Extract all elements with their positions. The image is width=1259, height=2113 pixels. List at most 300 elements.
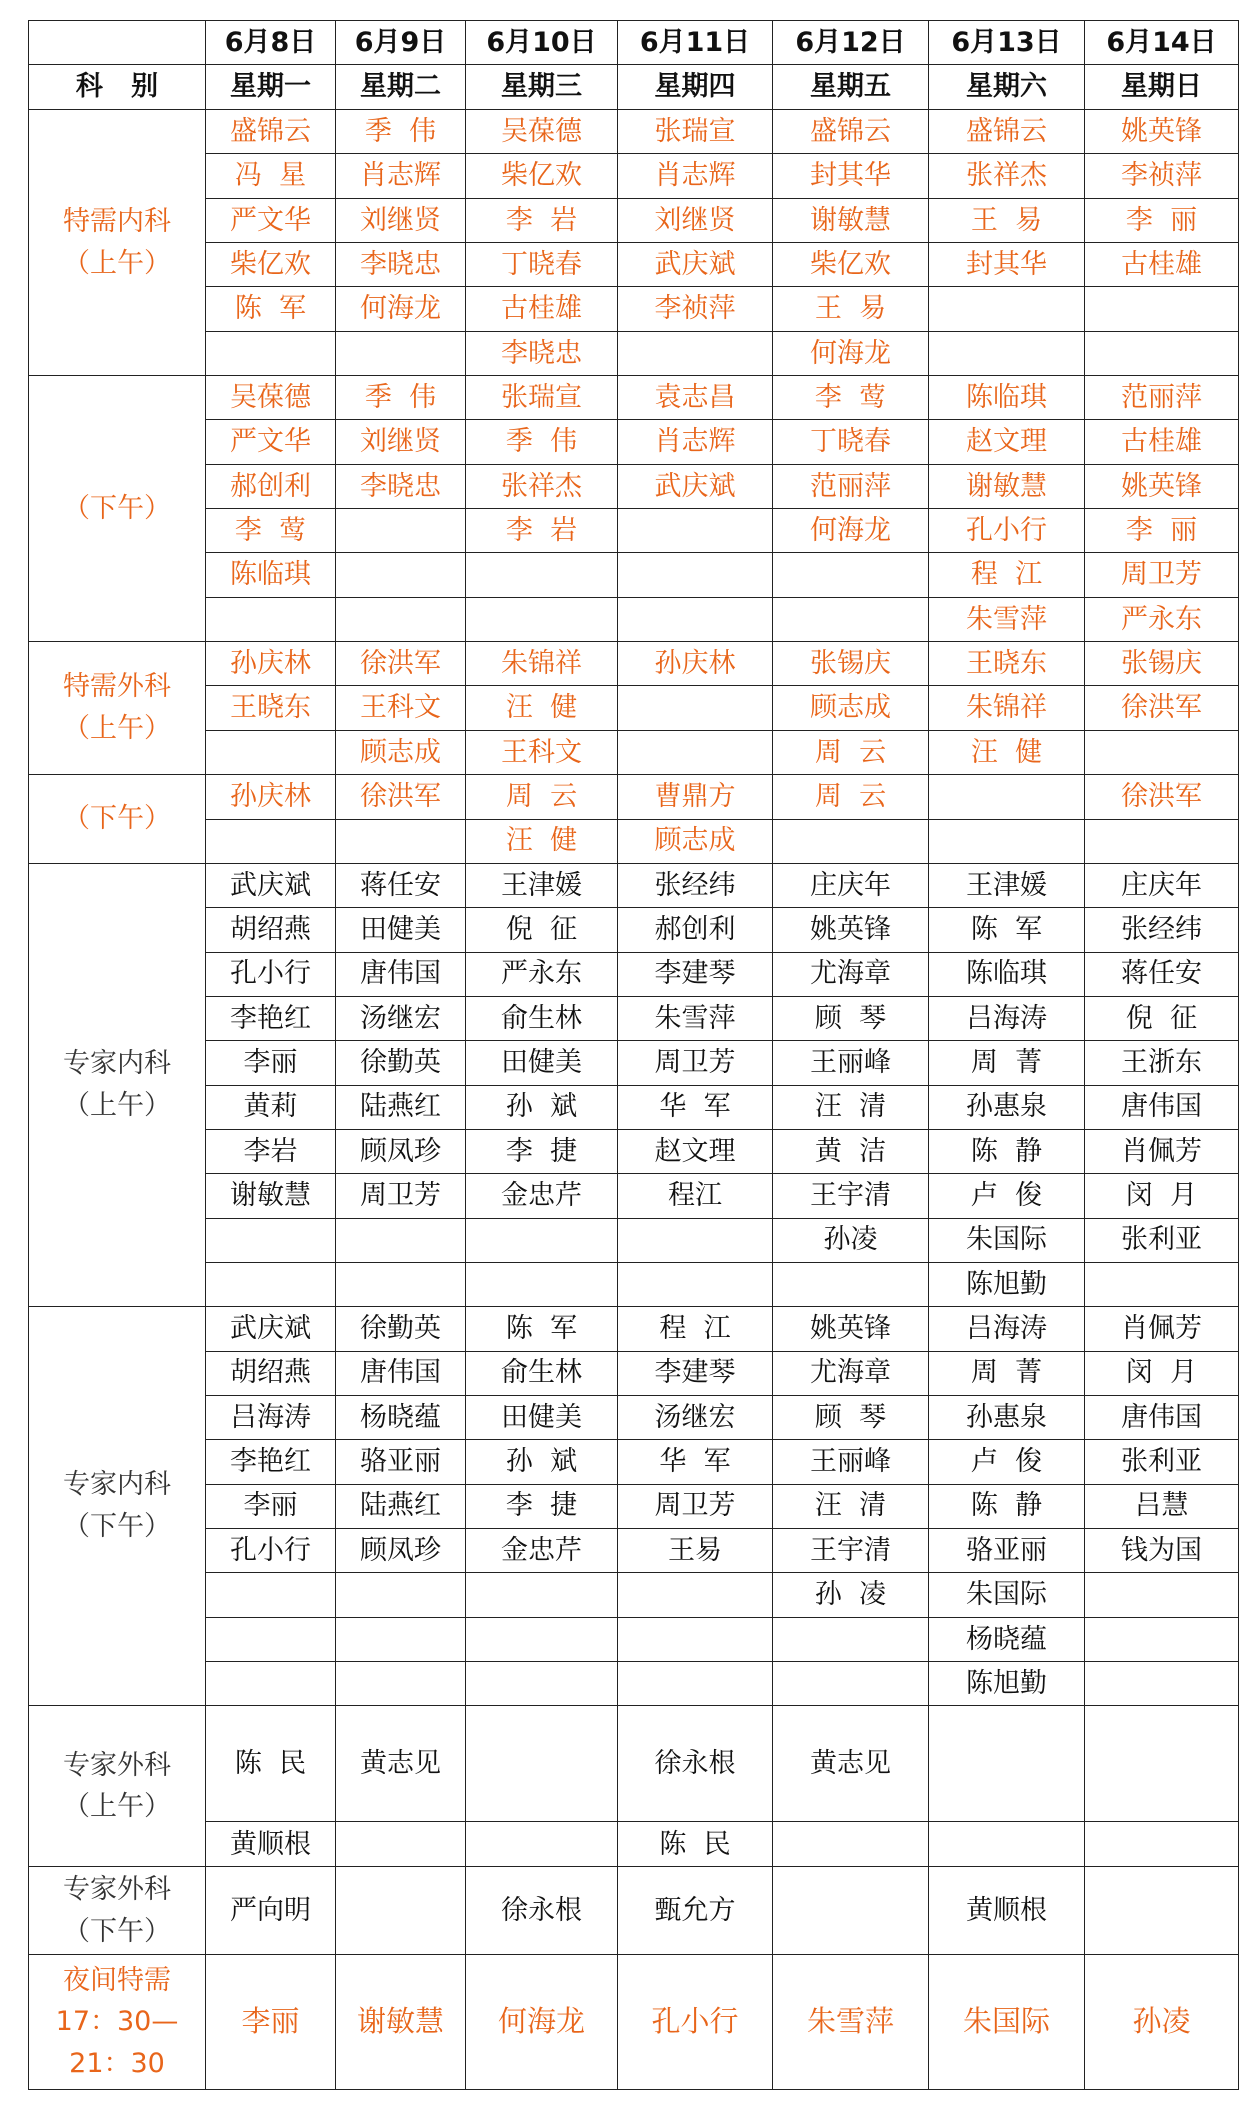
doctor-cell: 徐洪军 [336,775,466,819]
schedule-row [29,110,1239,154]
doctor-cell: 孙庆林 [206,642,336,686]
schedule-row [29,331,1239,375]
doctor-cell: 张祥杰 [929,154,1085,198]
empty-cell [336,553,466,597]
empty-cell [336,1662,466,1706]
doctor-cell: 徐洪军 [336,642,466,686]
doctor-cell: 肖志辉 [336,154,466,198]
doctor-cell: 王浙东 [1085,1041,1239,1085]
empty-cell [1085,1262,1239,1306]
doctor-cell: 孙 凌 [773,1573,929,1617]
doctor-cell: 黄志见 [336,1706,466,1822]
doctor-cell: 郝创利 [618,908,773,952]
doctor-cell: 谢敏慧 [773,198,929,242]
dept-label-line: （下午） [63,803,171,835]
doctor-cell: 李艳红 [206,1440,336,1484]
doctor-cell: 谢敏慧 [336,1955,466,2090]
doctor-cell: 周 云 [773,775,929,819]
date-header: 6月10日 [466,21,618,65]
schedule-row [29,464,1239,508]
doctor-cell: 郝创利 [206,464,336,508]
schedule-row [29,198,1239,242]
empty-cell [773,597,929,641]
weekday-header: 星期一 [206,65,336,110]
doctor-cell: 赵文理 [929,420,1085,464]
header-weekday-row [29,65,1239,110]
doctor-cell: 谢敏慧 [929,464,1085,508]
doctor-cell: 陈临琪 [929,376,1085,420]
doctor-cell: 黄顺根 [929,1867,1085,1955]
dept-label-special-internal-am [29,110,206,376]
schedule-row [29,642,1239,686]
weekday-header: 星期三 [466,65,618,110]
doctor-cell: 李丽 [206,1955,336,2090]
empty-cell [773,1822,929,1867]
doctor-cell: 周 菁 [929,1041,1085,1085]
weekday-header: 星期四 [618,65,773,110]
schedule-row [29,1218,1239,1262]
doctor-cell: 武庆斌 [618,464,773,508]
empty-cell [1085,1706,1239,1822]
doctor-cell: 陈 军 [929,908,1085,952]
doctor-cell: 倪 征 [466,908,618,952]
dept-label-line: （下午） [63,1511,171,1543]
doctor-cell: 华 军 [618,1085,773,1129]
schedule-row [29,1129,1239,1173]
empty-cell [618,1262,773,1306]
doctor-cell: 孔小行 [929,509,1085,553]
empty-cell [466,1706,618,1822]
empty-cell [618,553,773,597]
doctor-cell: 王易 [618,1529,773,1573]
doctor-cell: 唐伟国 [1085,1085,1239,1129]
doctor-cell: 陈 静 [929,1484,1085,1528]
doctor-cell: 周 菁 [929,1351,1085,1395]
doctor-cell: 汪 健 [466,686,618,730]
weekday-header: 星期日 [1085,65,1239,110]
schedule-row [29,1174,1239,1218]
duty-schedule-table [28,20,1239,2090]
doctor-cell: 骆亚丽 [336,1440,466,1484]
doctor-cell: 俞生林 [466,996,618,1040]
empty-cell [206,597,336,641]
doctor-cell: 徐勤英 [336,1307,466,1351]
empty-cell [336,597,466,641]
doctor-cell: 徐洪军 [1085,775,1239,819]
empty-cell [618,1662,773,1706]
doctor-cell: 孙惠泉 [929,1395,1085,1439]
empty-cell [773,1617,929,1661]
doctor-cell: 吕慧 [1085,1484,1239,1528]
empty-cell [1085,287,1239,331]
empty-cell [618,1617,773,1661]
doctor-cell: 顾凤珍 [336,1129,466,1173]
doctor-cell: 何海龙 [773,331,929,375]
doctor-cell: 汪 健 [466,819,618,863]
doctor-cell: 严永东 [466,952,618,996]
empty-cell [336,1573,466,1617]
doctor-cell: 金忠芹 [466,1529,618,1573]
doctor-cell: 金忠芹 [466,1174,618,1218]
doctor-cell: 张锡庆 [773,642,929,686]
empty-cell [929,287,1085,331]
dept-label-expert-surgery-am [29,1706,206,1867]
doctor-cell: 顾 琴 [773,1395,929,1439]
empty-cell [773,553,929,597]
doctor-cell: 闵 月 [1085,1351,1239,1395]
doctor-cell: 陈旭勤 [929,1262,1085,1306]
schedule-row [29,1351,1239,1395]
doctor-cell: 严向明 [206,1867,336,1955]
weekday-header: 星期二 [336,65,466,110]
empty-cell [618,1218,773,1262]
dept-label-special-surgery-am [29,642,206,775]
doctor-cell: 周 云 [466,775,618,819]
doctor-cell: 武庆斌 [618,243,773,287]
doctor-cell: 田健美 [336,908,466,952]
empty-cell [773,1662,929,1706]
schedule-row [29,1529,1239,1573]
empty-cell [929,331,1085,375]
date-header: 6月8日 [206,21,336,65]
doctor-cell: 李晓忠 [336,464,466,508]
doctor-cell: 武庆斌 [206,863,336,907]
doctor-cell: 刘继贤 [618,198,773,242]
empty-cell [466,553,618,597]
doctor-cell: 李建琴 [618,1351,773,1395]
doctor-cell: 顾志成 [336,730,466,774]
doctor-cell: 田健美 [466,1395,618,1439]
schedule-row [29,1822,1239,1867]
doctor-cell: 赵文理 [618,1129,773,1173]
doctor-cell: 柴亿欢 [206,243,336,287]
doctor-cell: 张利亚 [1085,1440,1239,1484]
empty-cell [206,730,336,774]
doctor-cell: 王津媛 [466,863,618,907]
doctor-cell: 李 莺 [206,509,336,553]
empty-cell [336,509,466,553]
doctor-cell: 骆亚丽 [929,1529,1085,1573]
empty-cell [618,730,773,774]
doctor-cell: 王晓东 [206,686,336,730]
doctor-cell: 程江 [618,1174,773,1218]
schedule-row [29,952,1239,996]
empty-cell [466,1262,618,1306]
doctor-cell: 盛锦云 [773,110,929,154]
doctor-cell: 张利亚 [1085,1218,1239,1262]
doctor-cell: 周 云 [773,730,929,774]
doctor-cell: 陆燕红 [336,1484,466,1528]
doctor-cell: 吴葆德 [466,110,618,154]
doctor-cell: 李 捷 [466,1129,618,1173]
schedule-row [29,1395,1239,1439]
doctor-cell: 范丽萍 [773,464,929,508]
empty-cell [618,1573,773,1617]
empty-cell [1085,331,1239,375]
doctor-cell: 蒋任安 [336,863,466,907]
date-header: 6月14日 [1085,21,1239,65]
doctor-cell: 杨晓蕴 [929,1617,1085,1661]
doctor-cell: 王宇清 [773,1174,929,1218]
doctor-cell: 朱锦祥 [929,686,1085,730]
doctor-cell: 朱国际 [929,1218,1085,1262]
dept-label-line: 专家外科 [63,1749,171,1781]
doctor-cell: 周卫芳 [618,1484,773,1528]
dept-label-line: （上午） [63,247,171,279]
empty-cell [206,1662,336,1706]
empty-cell [466,1662,618,1706]
doctor-cell: 李丽 [206,1484,336,1528]
dept-label-line: （下午） [63,492,171,524]
doctor-cell: 陈 军 [206,287,336,331]
empty-cell [336,331,466,375]
doctor-cell: 孙凌 [773,1218,929,1262]
doctor-cell: 孔小行 [618,1955,773,2090]
doctor-cell: 柴亿欢 [466,154,618,198]
doctor-cell: 封其华 [773,154,929,198]
doctor-cell: 周卫芳 [618,1041,773,1085]
schedule-row [29,597,1239,641]
doctor-cell: 陈临琪 [206,553,336,597]
doctor-cell: 甄允方 [618,1867,773,1955]
doctor-cell: 徐永根 [466,1867,618,1955]
doctor-cell: 王晓东 [929,642,1085,686]
doctor-cell: 黄志见 [773,1706,929,1822]
doctor-cell: 孔小行 [206,952,336,996]
empty-cell [773,1262,929,1306]
dept-label-expert-internal-pm [29,1307,206,1706]
schedule-row [29,553,1239,597]
doctor-cell: 李 丽 [1085,198,1239,242]
doctor-cell: 程 江 [929,553,1085,597]
date-header: 6月13日 [929,21,1085,65]
dept-label-line: （下午） [63,1915,171,1947]
schedule-row [29,509,1239,553]
doctor-cell: 何海龙 [336,287,466,331]
empty-cell [1085,1867,1239,1955]
doctor-cell: 王津媛 [929,863,1085,907]
schedule-row [29,1085,1239,1129]
empty-cell [1085,1822,1239,1867]
dept-label-line: 特需外科 [63,671,171,703]
schedule-row [29,1706,1239,1822]
schedule-row [29,420,1239,464]
doctor-cell: 顾志成 [618,819,773,863]
doctor-cell: 杨晓蕴 [336,1395,466,1439]
doctor-cell: 俞生林 [466,1351,618,1395]
doctor-cell: 柴亿欢 [773,243,929,287]
doctor-cell: 武庆斌 [206,1307,336,1351]
doctor-cell: 李晓忠 [466,331,618,375]
schedule-row [29,287,1239,331]
doctor-cell: 封其华 [929,243,1085,287]
doctor-cell: 丁晓春 [773,420,929,464]
schedule-row [29,996,1239,1040]
doctor-cell: 王丽峰 [773,1041,929,1085]
dept-label-line: 17：30— [55,2006,179,2038]
doctor-cell: 田健美 [466,1041,618,1085]
dept-label-line: （上午） [63,713,171,745]
doctor-cell: 卢 俊 [929,1440,1085,1484]
empty-cell [618,597,773,641]
schedule-row [29,863,1239,907]
doctor-cell: 朱雪萍 [929,597,1085,641]
schedule-row [29,1440,1239,1484]
doctor-cell: 尤海章 [773,952,929,996]
doctor-cell: 古桂雄 [466,287,618,331]
doctor-cell: 陈 民 [618,1822,773,1867]
doctor-cell: 庄庆年 [1085,863,1239,907]
doctor-cell: 盛锦云 [206,110,336,154]
doctor-cell: 吕海涛 [929,1307,1085,1351]
doctor-cell: 李艳红 [206,996,336,1040]
doctor-cell: 刘继贤 [336,420,466,464]
doctor-cell: 李 岩 [466,198,618,242]
empty-cell [466,1218,618,1262]
empty-cell [336,1867,466,1955]
doctor-cell: 朱雪萍 [773,1955,929,2090]
doctor-cell: 姚英锋 [1085,110,1239,154]
doctor-cell: 吴葆德 [206,376,336,420]
empty-cell [206,1262,336,1306]
doctor-cell: 李 莺 [773,376,929,420]
corner-cell [29,21,206,65]
doctor-cell: 徐洪军 [1085,686,1239,730]
doctor-cell: 肖佩芳 [1085,1129,1239,1173]
doctor-cell: 陆燕红 [336,1085,466,1129]
doctor-cell: 唐伟国 [336,952,466,996]
doctor-cell: 朱国际 [929,1573,1085,1617]
doctor-cell: 徐永根 [618,1706,773,1822]
doctor-cell: 曹鼎方 [618,775,773,819]
doctor-cell: 黄顺根 [206,1822,336,1867]
empty-cell [1085,819,1239,863]
date-header: 6月9日 [336,21,466,65]
doctor-cell: 谢敏慧 [206,1174,336,1218]
doctor-cell: 陈旭勤 [929,1662,1085,1706]
doctor-cell: 姚英锋 [1085,464,1239,508]
empty-cell [929,1706,1085,1822]
doctor-cell: 孙凌 [1085,1955,1239,2090]
doctor-cell: 何海龙 [773,509,929,553]
doctor-cell: 顾 琴 [773,996,929,1040]
schedule-row [29,1867,1239,1955]
doctor-cell: 李祯萍 [618,287,773,331]
doctor-cell: 季 伟 [336,110,466,154]
empty-cell [466,597,618,641]
doctor-cell: 袁志昌 [618,376,773,420]
doctor-cell: 汪 健 [929,730,1085,774]
doctor-cell: 孙庆林 [618,642,773,686]
doctor-cell: 李建琴 [618,952,773,996]
empty-cell [336,819,466,863]
doctor-cell: 季 伟 [466,420,618,464]
dept-label-special-internal-pm [29,376,206,642]
doctor-cell: 张瑞宣 [466,376,618,420]
doctor-cell: 刘继贤 [336,198,466,242]
schedule-row [29,376,1239,420]
schedule-row [29,1662,1239,1706]
schedule-row [29,1262,1239,1306]
schedule-row [29,1041,1239,1085]
dept-label-night-special [29,1955,206,2090]
doctor-cell: 严永东 [1085,597,1239,641]
doctor-cell: 盛锦云 [929,110,1085,154]
empty-cell [1085,1573,1239,1617]
schedule-row [29,1955,1239,2090]
doctor-cell: 陈 军 [466,1307,618,1351]
dept-label-line: 夜间特需 [63,1964,171,1996]
doctor-cell: 周卫芳 [336,1174,466,1218]
dept-label-expert-internal-am [29,863,206,1306]
empty-cell [1085,730,1239,774]
doctor-cell: 张锡庆 [1085,642,1239,686]
doctor-cell: 姚英锋 [773,1307,929,1351]
doctor-cell: 李丽 [206,1041,336,1085]
schedule-row [29,154,1239,198]
doctor-cell: 汤继宏 [336,996,466,1040]
doctor-cell: 何海龙 [466,1955,618,2090]
empty-cell [466,1617,618,1661]
schedule-row [29,243,1239,287]
empty-cell [1085,1662,1239,1706]
doctor-cell: 陈 静 [929,1129,1085,1173]
doctor-cell: 李 丽 [1085,509,1239,553]
doctor-cell: 严文华 [206,198,336,242]
empty-cell [336,1822,466,1867]
date-header: 6月11日 [618,21,773,65]
dept-label-special-surgery-pm [29,775,206,864]
doctor-cell: 卢 俊 [929,1174,1085,1218]
empty-cell [336,1218,466,1262]
doctor-cell: 张祥杰 [466,464,618,508]
doctor-cell: 王科文 [466,730,618,774]
empty-cell [929,1822,1085,1867]
doctor-cell: 胡绍燕 [206,1351,336,1395]
doctor-cell: 朱锦祥 [466,642,618,686]
doctor-cell: 丁晓春 [466,243,618,287]
doctor-cell: 孙庆林 [206,775,336,819]
doctor-cell: 朱雪萍 [618,996,773,1040]
doctor-cell: 汪 清 [773,1484,929,1528]
doctor-cell: 冯 星 [206,154,336,198]
schedule-row [29,1617,1239,1661]
doctor-cell: 唐伟国 [336,1351,466,1395]
doctor-cell: 顾凤珍 [336,1529,466,1573]
doctor-cell: 张经纬 [1085,908,1239,952]
doctor-cell: 季 伟 [336,376,466,420]
empty-cell [206,331,336,375]
schedule-row [29,1573,1239,1617]
schedule-row [29,819,1239,863]
empty-cell [929,775,1085,819]
doctor-cell: 钱为国 [1085,1529,1239,1573]
header-date-row [29,21,1239,65]
doctor-cell: 李岩 [206,1129,336,1173]
doctor-cell: 孙 斌 [466,1085,618,1129]
weekday-header: 星期六 [929,65,1085,110]
doctor-cell: 孙 斌 [466,1440,618,1484]
doctor-cell: 周卫芳 [1085,553,1239,597]
schedule-row [29,908,1239,952]
schedule-row [29,1484,1239,1528]
doctor-cell: 李祯萍 [1085,154,1239,198]
empty-cell [929,819,1085,863]
empty-cell [466,1822,618,1867]
doctor-cell: 朱国际 [929,1955,1085,2090]
empty-cell [336,1617,466,1661]
doctor-cell: 倪 征 [1085,996,1239,1040]
